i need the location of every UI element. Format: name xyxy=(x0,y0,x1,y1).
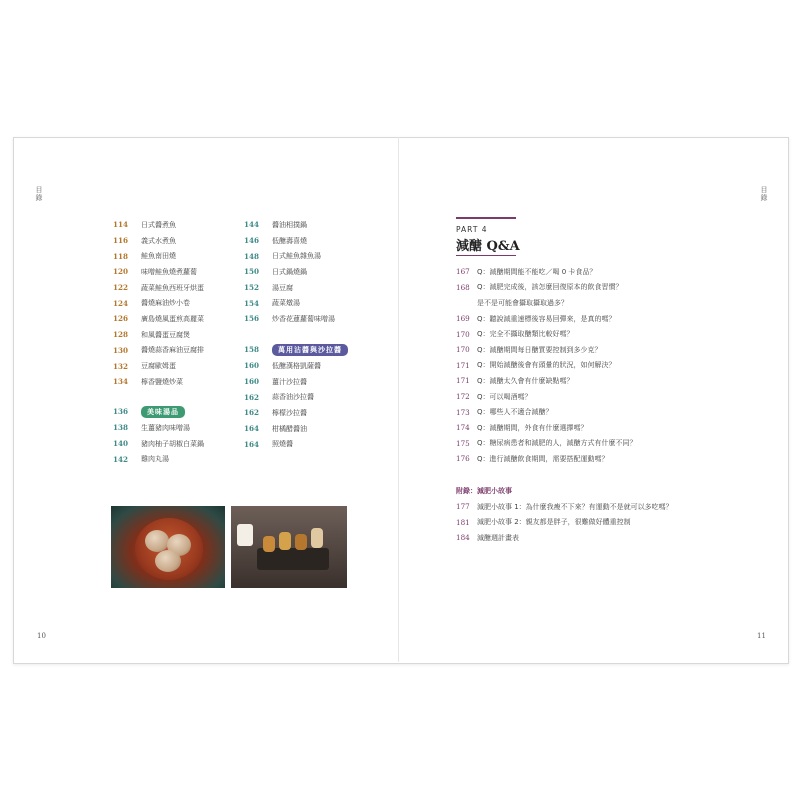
entry-text: Q：哪些人不適合減醣？ xyxy=(477,408,553,417)
page-number: 170 xyxy=(456,329,470,339)
page-number: 171 xyxy=(456,376,470,386)
qa-entry[interactable] xyxy=(456,373,637,389)
appendix-entry[interactable] xyxy=(456,530,673,546)
page-number: 169 xyxy=(456,314,470,324)
sauce-glass-shape xyxy=(311,528,323,548)
entry-text: Q：進行減醣飲食期間，需要搭配運動嗎？ xyxy=(477,454,609,463)
qa-entry[interactable] xyxy=(456,311,637,327)
part-label: PART 4 xyxy=(456,225,488,234)
page-number: 184 xyxy=(456,533,470,543)
book-gutter xyxy=(398,137,399,662)
page-number: 154 xyxy=(244,298,260,308)
page-number: 138 xyxy=(113,423,129,433)
entry-text: 是不是可能會攝取攝取過多？ xyxy=(477,298,568,307)
entry-text: Q：糖尿病患者和減肥的人，減醣方式有什麼不同？ xyxy=(477,439,637,448)
toc-entry[interactable] xyxy=(113,280,204,296)
soup-section-page: 136 xyxy=(113,407,129,417)
appendix-title: 附錄：減肥小故事 xyxy=(456,487,512,495)
entry-text: 醬油相撲鍋 xyxy=(272,220,307,229)
toc-entry[interactable] xyxy=(244,374,321,390)
title-underline xyxy=(456,255,516,256)
page-number: 132 xyxy=(113,361,129,371)
toc-entry[interactable] xyxy=(244,405,321,421)
page-number: 122 xyxy=(113,283,129,293)
toc-entry[interactable] xyxy=(244,217,335,233)
entry-text: 低醣壽喜燒 xyxy=(272,236,307,245)
entry-text: 減醣週計畫表 xyxy=(477,533,519,542)
page-number: 172 xyxy=(456,392,470,402)
page-number: 142 xyxy=(113,454,129,464)
entry-text: 湯豆腐 xyxy=(272,283,293,292)
entry-text: 廣島燒風蛋煎高麗菜 xyxy=(141,314,204,323)
toc-entry[interactable] xyxy=(244,248,335,264)
page-number: 114 xyxy=(113,220,129,230)
toc-entry[interactable] xyxy=(244,280,335,296)
left-page-number: 10 xyxy=(37,632,46,640)
sauce-jars-photo xyxy=(231,506,347,588)
toc-entry[interactable] xyxy=(244,295,335,311)
entry-text: 日式鮭魚雜魚湯 xyxy=(272,252,321,261)
qa-entry[interactable] xyxy=(456,389,637,405)
entry-text: 味噌鮭魚燒煮蘿蔔 xyxy=(141,267,197,276)
toc-entry[interactable] xyxy=(113,420,204,436)
entry-text: Q：減肥完成後，該怎麼回復原本的飲食習慣？ xyxy=(477,283,623,292)
sauce-glass-shape xyxy=(295,534,307,550)
left-side-label: 目錄 xyxy=(35,186,43,202)
page-number: 146 xyxy=(244,236,260,246)
entry-text: 薑汁沙拉醬 xyxy=(272,377,307,386)
entry-text: Q：聽說減重速標後容易回彈來，是真的嗎？ xyxy=(477,314,616,323)
toc-entry[interactable] xyxy=(244,436,321,452)
page-number: 173 xyxy=(456,407,470,417)
page-number: 128 xyxy=(113,330,129,340)
entry-text: 雞肉丸湯 xyxy=(141,455,169,464)
entry-text: Q：減醣期間能不能吃／喝 0 卡食品？ xyxy=(477,267,597,276)
sauce-glass-shape xyxy=(279,532,291,550)
qa-entry[interactable] xyxy=(456,295,637,311)
page-number: 134 xyxy=(113,377,129,387)
page-number: 168 xyxy=(456,282,470,292)
entry-text: 義式水煮魚 xyxy=(141,236,176,245)
toc-entry[interactable] xyxy=(113,311,204,327)
entry-text: 減肥小故事 1：為什麼我瘦不下來？有運動不是就可以多吃嗎？ xyxy=(477,502,673,511)
page-number: 160 xyxy=(244,377,260,387)
page-number: 118 xyxy=(113,251,129,261)
toc-entry[interactable] xyxy=(244,311,335,327)
page-number: 144 xyxy=(244,220,260,230)
page-number: 130 xyxy=(113,345,129,355)
toc-entry[interactable] xyxy=(244,358,321,374)
entry-text: 低醣漢格凱薩醬 xyxy=(272,361,321,370)
page-number: 171 xyxy=(456,360,470,370)
page-number: 162 xyxy=(244,408,260,418)
toc-entry[interactable] xyxy=(113,248,204,264)
qa-list xyxy=(456,264,637,467)
page-number: 164 xyxy=(244,424,260,434)
toc-entry[interactable] xyxy=(113,295,204,311)
soup-section-badge[interactable]: 美味湯品 xyxy=(141,406,185,418)
sauce-section-header xyxy=(244,342,348,358)
toc-column-1 xyxy=(113,217,204,390)
meatball-shape xyxy=(145,530,169,552)
entry-text: 蔬菜鮭魚西班牙烘蛋 xyxy=(141,283,204,292)
page-number: 140 xyxy=(113,439,129,449)
entry-text: 日式醬煮魚 xyxy=(141,220,176,229)
page-number: 126 xyxy=(113,314,129,324)
right-page-number: 11 xyxy=(757,632,766,640)
entry-text: 檸檬沙拉醬 xyxy=(272,408,307,417)
page-number: 174 xyxy=(456,423,470,433)
part-accent-bar xyxy=(456,217,516,219)
page-number: 162 xyxy=(244,392,260,402)
qa-entry[interactable] xyxy=(456,451,637,467)
toc-entry[interactable] xyxy=(244,389,321,405)
entry-text: 照燒醬 xyxy=(272,440,293,449)
toc-entry[interactable] xyxy=(113,358,204,374)
appendix-entry[interactable] xyxy=(456,499,673,515)
toc-entry[interactable] xyxy=(244,421,321,437)
page-number: 116 xyxy=(113,236,129,246)
qa-entry[interactable] xyxy=(456,342,637,358)
sauce-section-page: 158 xyxy=(244,345,260,355)
page-number: 181 xyxy=(456,517,470,527)
page-number: 120 xyxy=(113,267,129,277)
entry-text: 減肥小故事 2：親友都是胖子，很難做好體重控制 xyxy=(477,518,631,527)
qa-entry[interactable] xyxy=(456,436,637,452)
entry-text: 蔬菜燉湯 xyxy=(272,299,300,308)
qa-entry[interactable] xyxy=(456,264,637,280)
page-number: 167 xyxy=(456,267,470,277)
toc-entry[interactable] xyxy=(244,264,335,280)
toc-entry[interactable] xyxy=(113,436,204,452)
page-number: 170 xyxy=(456,345,470,355)
toc-entry[interactable] xyxy=(113,217,204,233)
qa-entry[interactable] xyxy=(456,404,637,420)
entry-text: 檸香鹽燒炒菜 xyxy=(141,377,183,386)
qa-entry[interactable] xyxy=(456,280,637,296)
toc-entry[interactable] xyxy=(113,264,204,280)
entry-text: 醬燒麻油炒小卷 xyxy=(141,299,190,308)
part-title: 減醣 Q&A xyxy=(456,239,520,254)
entry-text: 柑橘醋醬油 xyxy=(272,424,307,433)
sauce-glass-shape xyxy=(263,536,275,552)
entry-text: 醬燒蒜香麻油豆腐排 xyxy=(141,346,204,355)
toc-entry[interactable] xyxy=(113,374,204,390)
entry-text: 生薑豬肉味噌湯 xyxy=(141,423,190,432)
appendix-list xyxy=(456,499,673,546)
entry-text: 豆腐歐姆蛋 xyxy=(141,362,176,371)
entry-text: Q：開始減醣後會有頭暈的狀況，如何解決？ xyxy=(477,361,616,370)
entry-text: 鮭魚南田燒 xyxy=(141,252,176,261)
entry-text: 豬肉柚子胡椒白菜鍋 xyxy=(141,439,204,448)
page-number: 148 xyxy=(244,251,260,261)
toc-entry[interactable] xyxy=(113,233,204,249)
soup-section-header xyxy=(113,404,185,420)
page-number: 176 xyxy=(456,454,470,464)
toc-entry[interactable] xyxy=(244,233,335,249)
meatball-shape xyxy=(155,550,181,572)
toc-entry[interactable] xyxy=(113,343,204,359)
toc-entry[interactable] xyxy=(113,451,204,467)
toc-column-2b xyxy=(244,358,321,452)
entry-text: 炒香花蓮蘿蔔味噌湯 xyxy=(272,314,335,323)
sauce-section-badge[interactable]: 萬用沾醬與沙拉醬 xyxy=(272,344,348,356)
page-number: 164 xyxy=(244,439,260,449)
entry-text: Q：減醣期間每日醣質要控制到多少克？ xyxy=(477,345,602,354)
entry-text: Q：可以喝酒嗎？ xyxy=(477,392,532,401)
toc-entry[interactable] xyxy=(113,327,204,343)
milk-jar-shape xyxy=(237,524,253,546)
page-number: 160 xyxy=(244,361,260,371)
entry-text: 和風醬蛋豆腐煲 xyxy=(141,330,190,339)
qa-entry[interactable] xyxy=(456,420,637,436)
page-number: 124 xyxy=(113,298,129,308)
appendix-entry[interactable] xyxy=(456,515,673,531)
entry-text: Q：減醣期間，外食有什麼選擇嗎？ xyxy=(477,423,588,432)
entry-text: 蒜香油沙拉醬 xyxy=(272,393,314,402)
page-number: 152 xyxy=(244,283,260,293)
toc-column-1b xyxy=(113,420,204,467)
page-number: 175 xyxy=(456,438,470,448)
toc-column-2 xyxy=(244,217,335,327)
qa-entry[interactable] xyxy=(456,358,637,374)
qa-entry[interactable] xyxy=(456,326,637,342)
meatball-soup-photo xyxy=(111,506,225,588)
entry-text: Q：完全不攝取醣類比較好嗎？ xyxy=(477,330,574,339)
page-number: 177 xyxy=(456,502,470,512)
right-side-label: 目錄 xyxy=(760,186,768,202)
page-number: 150 xyxy=(244,267,260,277)
page-number: 156 xyxy=(244,314,260,324)
entry-text: Q：減醣太久會有什麼缺點嗎？ xyxy=(477,376,574,385)
entry-text: 日式鍋燒鍋 xyxy=(272,267,307,276)
